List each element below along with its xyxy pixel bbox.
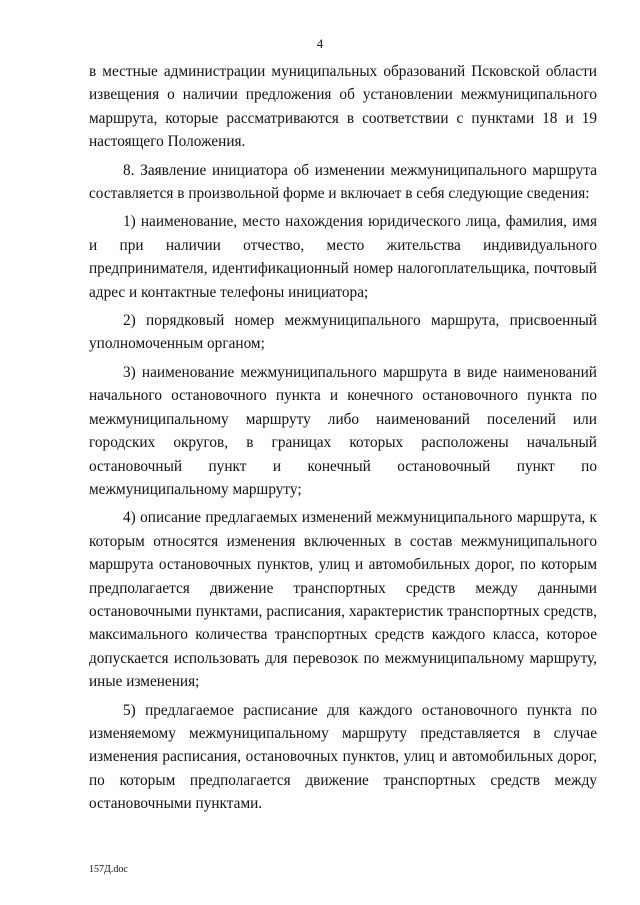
file-name-footer: 157Д.doc [89,864,128,875]
page-number: 4 [316,36,324,51]
paragraph-subitem-2: 2) порядковый номер межмуниципального маршрута, присвоенный уполномоченным органом; [89,312,597,353]
paragraph-subitem-5: 5) предлагаемое расписание для каждого остановочного пункта по изменяемому межмуниципальному маршруту представляется в случае изменения расписания, остановочных пунктов, улиц и автомобильных дорог, по которым предполагается движение транспортных средств между остановочными пунктами. [89,701,597,813]
document-body [89,60,597,821]
paragraph-subitem-1: 1) наименование, место нахождения юридического лица, фамилия, имя и при наличии отчество, место жительства индивидуального предпринимателя, идентификационный номер налогоплательщика, почтовый адрес и контактные телефоны инициатора; [89,213,597,301]
paragraph-item-8: 8. Заявление инициатора об изменении межмуниципального маршрута составляется в произвольной форме и включает в себя следующие сведения: [89,161,597,203]
paragraph-subitem-4: 4) описание предлагаемых изменений межмуниципального маршрута, к которым относятся изменения включенных в состав межмуниципального маршрута остановочных пунктов, улиц и автомобильных дорог, по которым предполагается движение транспортных средств между данными остановочными пунктами, расписания, характеристик транспортных средств, максимального количества транспортных средств каждого класса, которое допускается использовать для перевозок по межмуниципальному маршруту, иные изменения; [89,509,597,691]
paragraph-continuation: в местные администрации муниципальных образований Псковской области извещения о наличии предложения об установлении межмуниципального маршрута, которые рассматриваются в соответствии с пунктами 18 и 19 настоящего Положения. [89,63,597,151]
paragraph-subitem-3: 3) наименование межмуниципального маршрута в виде наименований начального остановочного пункта и конечного остановочного пункта по межмуниципальному маршруту либо наименований поселений или городских округов, в границах которых расположены начальный остановочный пункт и конечный остановочный пункт по межмуниципальному маршруту; [89,363,597,498]
